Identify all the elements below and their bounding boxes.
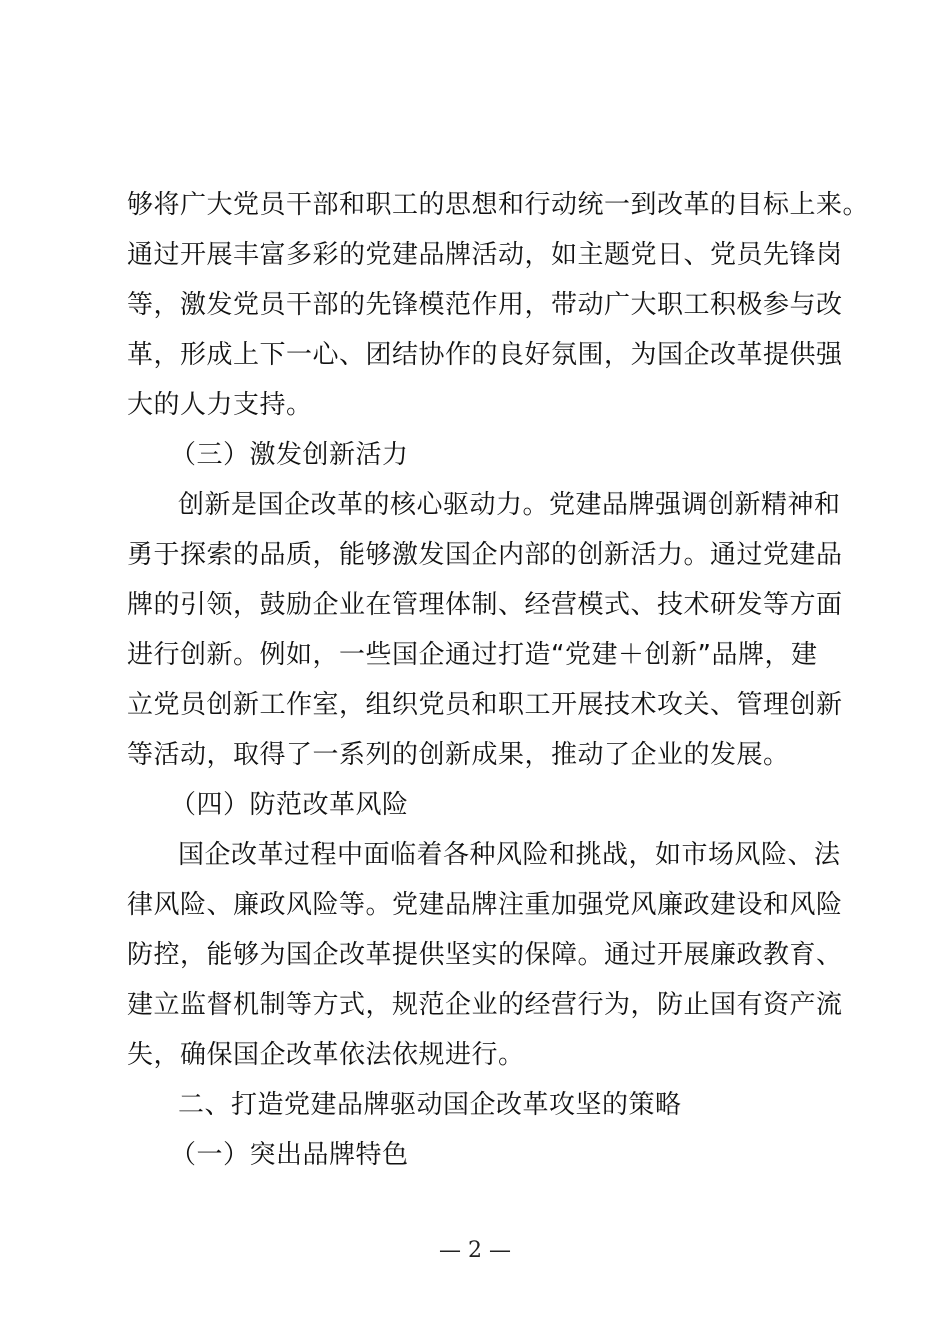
body-text-line: 等，激发党员干部的先锋模范作用，带动广大职工积极参与改 <box>127 290 843 320</box>
section-heading: （一）突出品牌特色 <box>170 1140 409 1170</box>
body-text-line: 牌的引领，鼓励企业在管理体制、经营模式、技术研发等方面 <box>127 590 843 620</box>
body-text-line: 创新是国企改革的核心驱动力。党建品牌强调创新精神和 <box>178 490 841 520</box>
body-text-line: 立党员创新工作室，组织党员和职工开展技术攻关、管理创新 <box>127 690 843 720</box>
body-text-line: 防控，能够为国企改革提供坚实的保障。通过开展廉政教育、 <box>127 940 843 970</box>
body-text-line: 建立监督机制等方式，规范企业的经营行为，防止国有资产流 <box>127 990 843 1020</box>
body-text-line: 够将广大党员干部和职工的思想和行动统一到改革的目标上来。 <box>127 190 870 220</box>
body-text-line: 失，确保国企改革依法依规进行。 <box>127 1040 525 1070</box>
body-text-line: 律风险、廉政风险等。党建品牌注重加强党风廉政建设和风险 <box>127 890 843 920</box>
body-text-line: 通过开展丰富多彩的党建品牌活动，如主题党日、党员先锋岗 <box>127 240 843 270</box>
section-heading: （四）防范改革风险 <box>170 790 409 820</box>
body-text-line: 国企改革过程中面临着各种风险和挑战，如市场风险、法 <box>178 840 841 870</box>
section-heading: （三）激发创新活力 <box>170 440 409 470</box>
body-text-line: 革，形成上下一心、团结协作的良好氛围，为国企改革提供强 <box>127 340 843 370</box>
body-text-line: 等活动，取得了一系列的创新成果，推动了企业的发展。 <box>127 740 790 770</box>
body-text-line: 大的人力支持。 <box>127 390 313 420</box>
body-text-line: 勇于探索的品质，能够激发国企内部的创新活力。通过党建品 <box>127 540 843 570</box>
chapter-heading: 二、打造党建品牌驱动国企改革攻坚的策略 <box>178 1090 682 1120</box>
page-number: — 2 — <box>439 1238 511 1263</box>
body-text-line: 进行创新。例如，一些国企通过打造“党建＋创新”品牌，建 <box>127 640 818 670</box>
